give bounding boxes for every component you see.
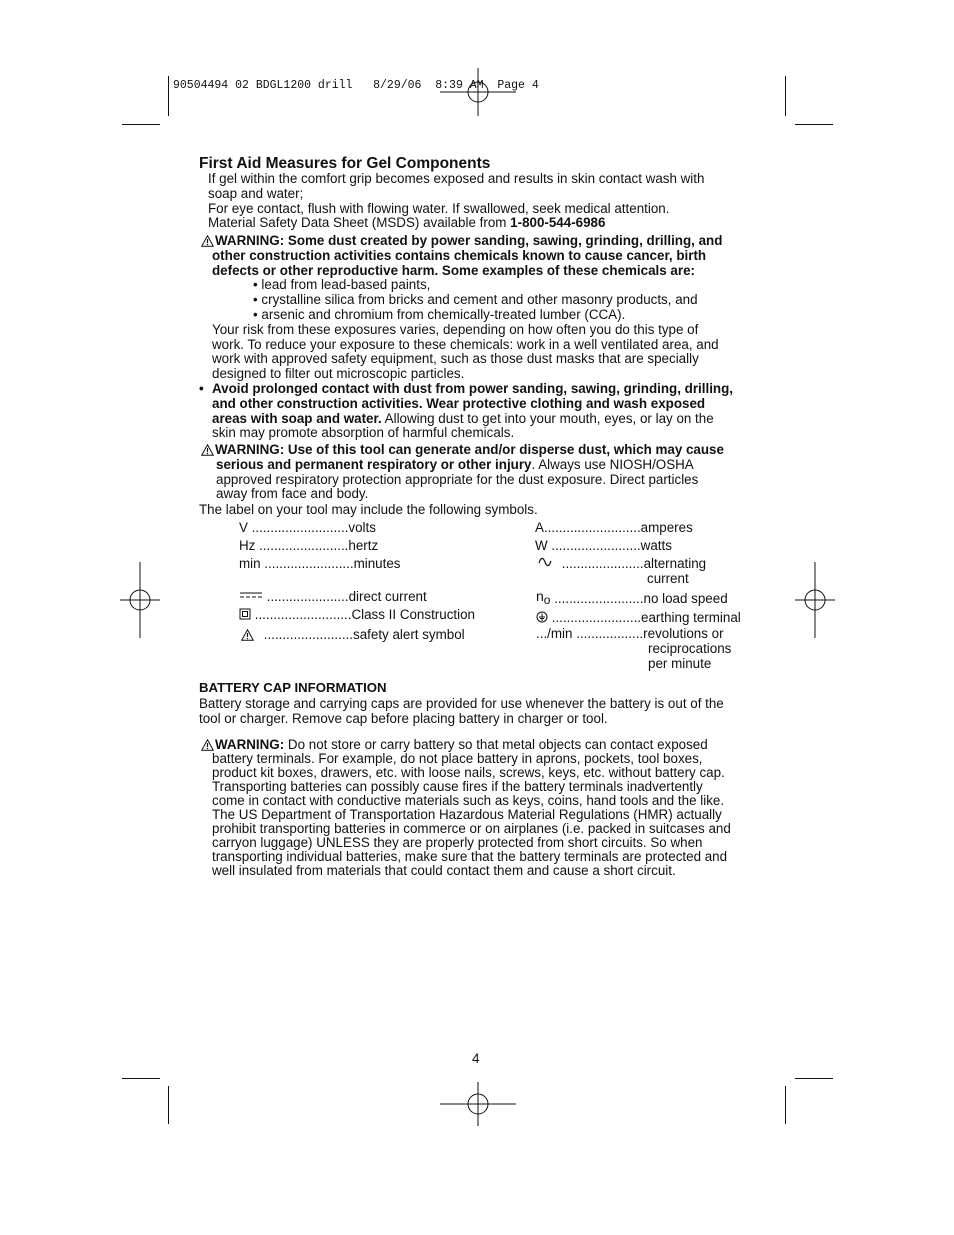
list-item: • crystalline silica from bricks and cement and other masonry products, and <box>253 292 698 308</box>
list-item: • arsenic and chromium from chemically-treated lumber (CCA). <box>253 306 626 322</box>
symbol-revolutions-per-minute: .../min ..................revolutions or reciprocations per minute <box>536 626 732 671</box>
warning-chemicals: WARNING: Some dust created by power sanding, sawing, grinding, drilling, and other construction activities contains chemicals known to cause cancer, birth defects or other reproductive harm. Some examples of these chemicals are: • lead from lead-based paints, • crystalline silica from bricks and cement and other masonry products, and • arsenic and chromium from chemically-treated lumber (CCA). Your risk from these exposures varies, depending on how often you do this type of work. To reduce your exposure to these chemicals: work in a well ventilated area, and work with approved safety equipment, such as those dust masks that are specially designed to filter out microscopic particles. <box>201 234 722 382</box>
alternating-current-icon <box>538 557 552 567</box>
avoid-dust-bullet: • Avoid prolonged contact with dust from power sanding, sawing, grinding, drilling, and other construction activities. Wear protective clothing and wash exposed areas with soap and water. Allowing dust to get into your mouth, eyes, or lay on the skin may promote absorption of harmful chemicals. <box>199 381 733 441</box>
safety-alert-icon <box>201 739 214 751</box>
class-ii-construction-icon <box>239 608 251 620</box>
print-slug: 90504494 02 BDGL1200 drill 8/29/06 8:39 AM Page 4 <box>173 79 539 92</box>
symbols-intro: The label on your tool may include the following symbols. <box>199 502 538 517</box>
symbol-safety-alert: ........................safety alert symbol <box>241 627 465 642</box>
safety-alert-icon <box>241 629 254 641</box>
registration-mark-right <box>795 562 835 638</box>
first-aid-body: If gel within the comfort grip becomes exposed and results in skin contact wash with soap and water; For eye contact, flush with flowing water. If swallowed, seek medical attention. Material Safety Data Sheet (MSDS) available from 1-800-544-6986 <box>208 171 705 231</box>
symbol-hertz: Hz ........................hertz <box>239 538 379 553</box>
symbol-direct-current: ......................direct current <box>239 589 427 604</box>
battery-intro: Battery storage and carrying caps are provided for use whenever the battery is out of the tool or charger. Remove cap before placing battery in charger or tool. <box>199 696 724 726</box>
symbol-earthing-terminal: ........................earthing terminal <box>536 610 741 625</box>
safety-alert-icon <box>201 235 214 247</box>
symbol-no-load-speed: no ........................no load speed <box>536 588 728 607</box>
registration-mark-top <box>440 68 516 116</box>
symbol-watts: W ........................watts <box>535 538 672 553</box>
symbol-volts: V ..........................volts <box>239 520 376 535</box>
warning-dust: WARNING: Use of this tool can generate and/or disperse dust, which may cause serious and permanent respiratory or other injury. Always use NIOSH/OSHA approved respiratory protection appropriate for the dust exposure. Direct particles away from face and body. <box>201 443 724 502</box>
battery-warning: WARNING: Do not store or carry battery so that metal objects can contact exposed battery terminals. For example, do not place battery in aprons, pockets, tool boxes, product kit boxes, drawers, etc. with loose nails, screws, keys, etc. without battery cap. Transporting batteries can possibly cause fires if the battery terminals inadvertently come in contact with conductive materials such as keys, coins, hand tools and the like. The US Department of Transportation Hazardous Material Regulations (HMR) actually prohibit transporting batteries in commerce or on airplanes (i.e. packed in suitcases and carryon luggage) UNLESS they are properly protected from short circuits. So when transporting individual batteries, make sure that the battery terminals are protected and well insulated from materials that could contact them and cause a short circuit. <box>201 738 731 878</box>
symbol-class-ii: ..........................Class II Construction <box>239 607 475 622</box>
direct-current-icon <box>239 590 263 600</box>
symbol-amperes: A..........................amperes <box>535 520 693 535</box>
list-item: • lead from lead-based paints, <box>253 277 431 293</box>
symbol-alternating-current: ......................alternating current <box>538 556 706 586</box>
symbol-minutes: min ........................minutes <box>239 556 401 571</box>
page-number: 4 <box>472 1051 480 1066</box>
safety-alert-icon <box>201 444 214 456</box>
battery-heading: BATTERY CAP INFORMATION <box>199 680 387 695</box>
registration-mark-bottom <box>440 1082 516 1126</box>
earthing-terminal-icon <box>536 611 548 623</box>
section-title: First Aid Measures for Gel Components <box>199 155 491 172</box>
registration-mark-left <box>120 562 160 638</box>
